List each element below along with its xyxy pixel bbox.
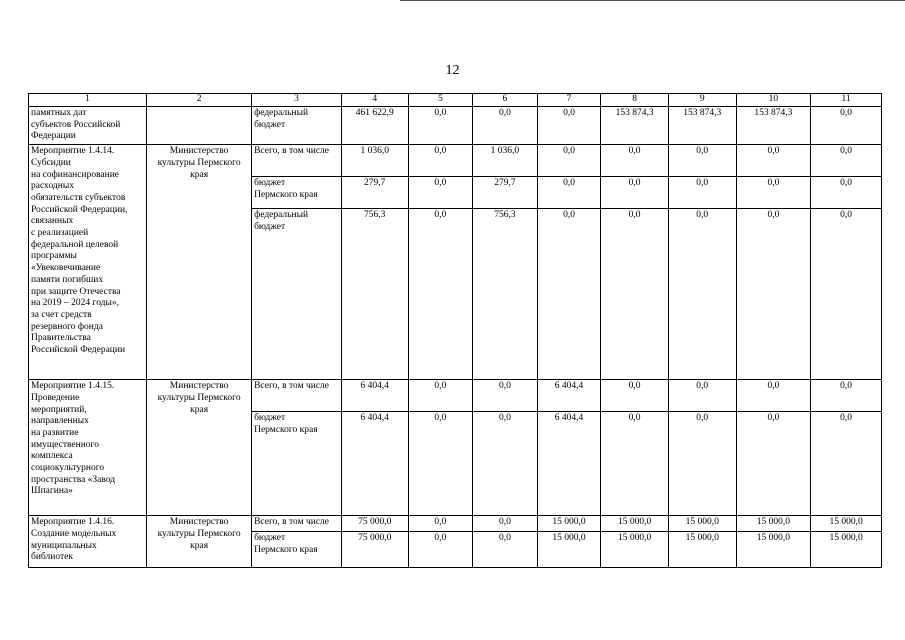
value-cell-col-10: 0,0 [736,209,811,380]
funding-source-cell: федеральный бюджет [252,209,342,380]
value-cell-col-6: 0,0 [473,380,538,412]
value-cell-col-4: 75 000,0 [341,532,408,568]
header-col-6: 6 [473,94,538,107]
header-col-7: 7 [537,94,601,107]
value-cell-col-11: 0,0 [811,380,882,412]
header-row [29,94,882,107]
value-cell-col-6: 1 036,0 [473,145,538,177]
value-cell-col-7: 15 000,0 [537,532,601,568]
funding-source-cell: федеральный бюджет [252,107,342,145]
header-col-1: 1 [29,94,147,107]
funding-source-cell: Всего, в том числе [252,516,342,532]
value-cell-col-5: 0,0 [408,380,473,412]
value-cell-col-7: 0,0 [537,145,601,177]
value-cell-col-11: 0,0 [811,412,882,516]
value-cell-col-4: 756,3 [341,209,408,380]
value-cell-col-10: 153 874,3 [736,107,811,145]
value-cell-col-4: 461 622,9 [341,107,408,145]
value-cell-col-7: 0,0 [537,209,601,380]
value-cell-col-8: 153 874,3 [601,107,669,145]
value-cell-col-10: 0,0 [736,177,811,209]
funding-source-cell: Всего, в том числе [252,145,342,177]
executor-cell [147,107,252,145]
value-cell-col-9: 0,0 [668,209,736,380]
value-cell-col-5: 0,0 [408,209,473,380]
value-cell-col-4: 6 404,4 [341,412,408,516]
header-col-8: 8 [601,94,669,107]
top-rule [400,0,905,1]
value-cell-col-11: 15 000,0 [811,532,882,568]
value-cell-col-10: 15 000,0 [736,516,811,532]
value-cell-col-9: 15 000,0 [668,516,736,532]
funding-source-cell: Всего, в том числе [252,380,342,412]
header-col-10: 10 [736,94,811,107]
event-name-cell: Мероприятие 1.4.15. Проведение мероприятий, направленных на развитие имущественного комплекса социокультурного пространства «Завод Шпагина» [29,380,147,516]
value-cell-col-5: 0,0 [408,412,473,516]
value-cell-col-8: 0,0 [601,145,669,177]
value-cell-col-7: 15 000,0 [537,516,601,532]
header-col-11: 11 [811,94,882,107]
value-cell-col-11: 0,0 [811,107,882,145]
executor-cell: Министерство культуры Пермского края [147,380,252,516]
value-cell-col-6: 756,3 [473,209,538,380]
value-cell-col-9: 0,0 [668,145,736,177]
value-cell-col-11: 0,0 [811,209,882,380]
value-cell-col-9: 0,0 [668,177,736,209]
value-cell-col-6: 0,0 [473,412,538,516]
value-cell-col-4: 1 036,0 [341,145,408,177]
value-cell-col-7: 0,0 [537,177,601,209]
value-cell-col-7: 6 404,4 [537,380,601,412]
executor-cell: Министерство культуры Пермского края [147,516,252,568]
header-col-3: 3 [252,94,342,107]
value-cell-col-4: 6 404,4 [341,380,408,412]
page-number: 12 [445,63,460,78]
funding-source-cell: бюджет Пермского края [252,532,342,568]
budget-table [28,93,882,568]
value-cell-col-6: 0,0 [473,532,538,568]
value-cell-col-9: 15 000,0 [668,532,736,568]
value-cell-col-7: 6 404,4 [537,412,601,516]
table-row [29,380,882,412]
value-cell-col-10: 0,0 [736,380,811,412]
table-row [29,107,882,145]
value-cell-col-9: 0,0 [668,412,736,516]
value-cell-col-11: 0,0 [811,177,882,209]
value-cell-col-10: 15 000,0 [736,532,811,568]
funding-source-cell: бюджет Пермского края [252,177,342,209]
value-cell-col-5: 0,0 [408,532,473,568]
table-row [29,145,882,177]
value-cell-col-9: 0,0 [668,380,736,412]
header-col-5: 5 [408,94,473,107]
value-cell-col-4: 75 000,0 [341,516,408,532]
value-cell-col-10: 0,0 [736,145,811,177]
value-cell-col-7: 0,0 [537,107,601,145]
value-cell-col-4: 279,7 [341,177,408,209]
event-name-cell: памятных дат субъектов Российской Федерации [29,107,147,145]
value-cell-col-5: 0,0 [408,107,473,145]
header-col-9: 9 [668,94,736,107]
header-col-2: 2 [147,94,252,107]
value-cell-col-11: 15 000,0 [811,516,882,532]
value-cell-col-8: 0,0 [601,177,669,209]
value-cell-col-5: 0,0 [408,516,473,532]
value-cell-col-8: 0,0 [601,380,669,412]
value-cell-col-5: 0,0 [408,145,473,177]
funding-source-cell: бюджет Пермского края [252,412,342,516]
value-cell-col-6: 0,0 [473,516,538,532]
value-cell-col-8: 15 000,0 [601,532,669,568]
table-row [29,516,882,532]
value-cell-col-6: 279,7 [473,177,538,209]
value-cell-col-8: 0,0 [601,209,669,380]
value-cell-col-11: 0,0 [811,145,882,177]
value-cell-col-5: 0,0 [408,177,473,209]
value-cell-col-10: 0,0 [736,412,811,516]
value-cell-col-9: 153 874,3 [668,107,736,145]
value-cell-col-6: 0,0 [473,107,538,145]
event-name-cell: Мероприятие 1.4.14. Субсидии на софинансирование расходных обязательств субъектов Российской Федерации, связанных с реализацией федеральной целевой программы «Увековечивание памяти погибших при защите Отечества на 2019 – 2024 годы», за счет средств резервного фонда Правительства Российской Федерации [29,145,147,380]
executor-cell: Министерство культуры Пермского края [147,145,252,380]
header-col-4: 4 [341,94,408,107]
value-cell-col-8: 0,0 [601,412,669,516]
value-cell-col-8: 15 000,0 [601,516,669,532]
event-name-cell: Мероприятие 1.4.16. Создание модельных муниципальных библиотек [29,516,147,568]
